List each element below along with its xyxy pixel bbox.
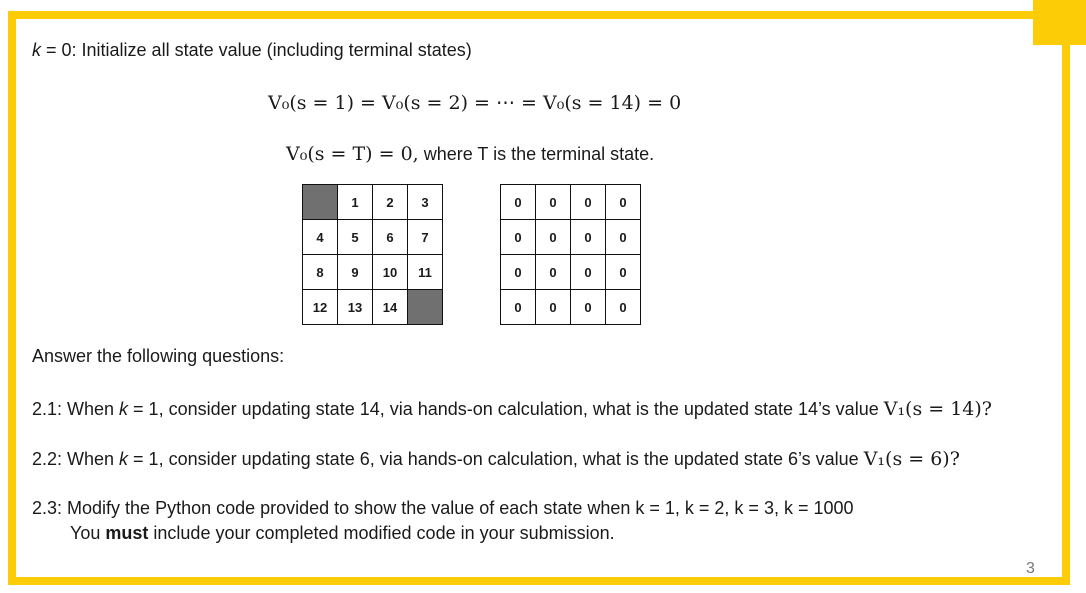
grid-cell: 3 [408, 185, 443, 220]
grid-cell: 2 [373, 185, 408, 220]
grid-cell: 1 [338, 185, 373, 220]
equation-1: V₀(s = 1) = V₀(s = 2) = ⋯ = V₀(s = 14) = 0 [268, 92, 682, 114]
grid-cell: 0 [571, 185, 606, 220]
q2-a: 2.2: When [32, 449, 120, 469]
grid-cell: 0 [536, 185, 571, 220]
q3-line2-b: include your completed modified code in your submission. [148, 523, 615, 543]
page-number: 3 [1026, 560, 1035, 577]
question-2-3: 2.3: Modify the Python code provided to show the value of each state when k = 1, k = 2, k = 3, k = 1000 [32, 498, 854, 518]
grid-row [303, 255, 443, 290]
value-grid [500, 184, 641, 325]
q2-k: k [119, 449, 129, 469]
grid-cell: 8 [303, 255, 338, 290]
grid-cell: 11 [408, 255, 443, 290]
grid-cell: 9 [338, 255, 373, 290]
equation-2-math: V₀(s = T) = 0, [286, 143, 419, 165]
q1-a: 2.1: When [32, 399, 120, 419]
questions-header: Answer the following questions: [32, 346, 285, 366]
terminal-cell [303, 185, 338, 220]
corner-accent [1033, 0, 1086, 45]
grid-cell: 0 [501, 255, 536, 290]
question-2-1 [32, 398, 992, 420]
grid-cell: 0 [536, 255, 571, 290]
terminal-cell [408, 290, 443, 325]
grid-cell: 0 [606, 255, 641, 290]
q3-line2-a: You [70, 523, 106, 543]
state-grid [302, 184, 443, 325]
equation-2-text: where T is the terminal state. [418, 144, 655, 164]
grid-cell: 5 [338, 220, 373, 255]
grid-row [303, 220, 443, 255]
grid-cell: 0 [571, 255, 606, 290]
grid-row [303, 185, 443, 220]
grid-cell: 0 [571, 290, 606, 325]
grid-cell: 7 [408, 220, 443, 255]
grid-row [501, 185, 641, 220]
grid-cell: 0 [606, 290, 641, 325]
grid-row [501, 255, 641, 290]
grid-row [303, 290, 443, 325]
intro-text: = 0: Initialize all state value (including terminal states) [41, 40, 472, 60]
grid-cell: 0 [571, 220, 606, 255]
grid-cell: 0 [536, 290, 571, 325]
intro-line [32, 40, 472, 61]
grid-cell: 0 [501, 290, 536, 325]
grid-cell: 6 [373, 220, 408, 255]
grid-cell: 0 [501, 185, 536, 220]
grid-cell: 0 [606, 185, 641, 220]
q1-math: V₁(s = 14)? [883, 398, 992, 420]
question-2-3-line2 [70, 523, 615, 544]
grid-cell: 0 [606, 220, 641, 255]
grid-row [501, 220, 641, 255]
grid-cell: 13 [338, 290, 373, 325]
grid-cell: 0 [536, 220, 571, 255]
q3-line2-bold: must [105, 523, 149, 543]
grid-cell: 0 [501, 220, 536, 255]
intro-k: k [32, 40, 41, 60]
grid-cell: 12 [303, 290, 338, 325]
question-2-2 [32, 448, 960, 470]
q2-b: = 1, consider updating state 6, via hands-on calculation, what is the updated state 6’s value [128, 449, 864, 469]
grid-cell: 10 [373, 255, 408, 290]
grid-cell: 14 [373, 290, 408, 325]
grid-cell: 4 [303, 220, 338, 255]
q1-b: = 1, consider updating state 14, via hands-on calculation, what is the updated state 14’s value [128, 399, 884, 419]
q2-math: V₁(s = 6)? [863, 448, 960, 470]
q1-k: k [119, 399, 129, 419]
equation-2 [286, 143, 654, 165]
grid-row [501, 290, 641, 325]
